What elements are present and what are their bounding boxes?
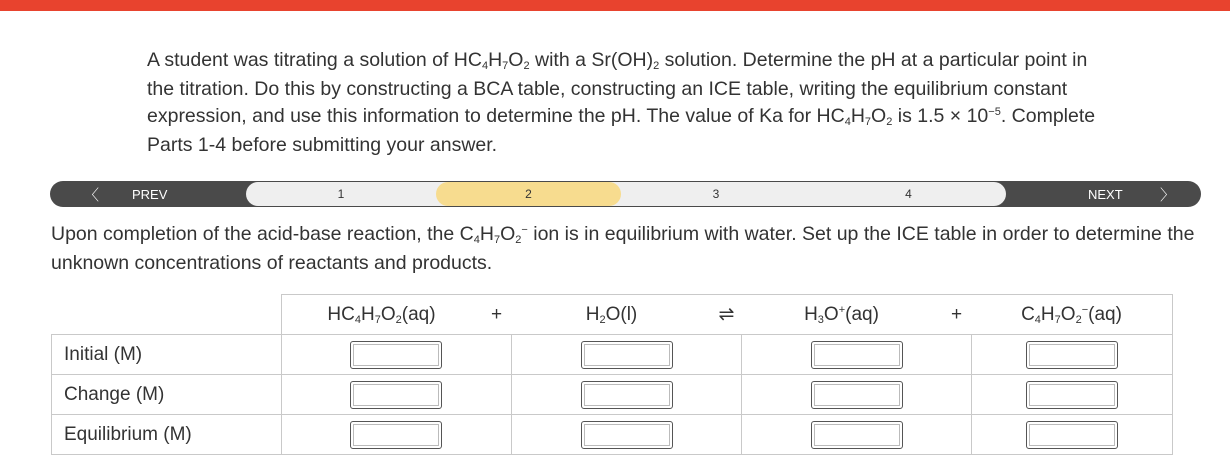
ice-header-row [52, 295, 1173, 335]
change-hc4h7o2-input[interactable] [350, 381, 442, 409]
initial-c4h7o2-input[interactable] [1026, 341, 1118, 369]
top-accent-bar [0, 0, 1230, 11]
plus-sign: + [942, 295, 972, 335]
equilibrium-h3o-input[interactable] [811, 421, 903, 449]
row-label-equilibrium: Equilibrium (M) [52, 415, 282, 455]
next-button[interactable] [1008, 181, 1201, 207]
equilibrium-arrow: ⇌ [712, 295, 742, 335]
species-h3o: $H_3O^+(aq)$ [742, 295, 942, 335]
step-2[interactable]: 2 [436, 182, 621, 206]
species-c4h7o2: $C_4H_7O_2^-(aq)$ [972, 295, 1173, 335]
next-label: NEXT [1088, 187, 1123, 202]
row-label-initial: Initial (M) [52, 335, 282, 375]
ice-row-equilibrium [52, 415, 1173, 455]
step-4[interactable]: 4 [905, 187, 912, 201]
row-label-change: Change (M) [52, 375, 282, 415]
change-h3o-input[interactable] [811, 381, 903, 409]
part-navigation [50, 181, 1201, 207]
species-hc4h7o2: $HC_4H_7O_2(aq)$ [281, 295, 482, 335]
equilibrium-hc4h7o2-input[interactable] [350, 421, 442, 449]
question-text: A student was titrating a solution of $HC_4H_7O_2$ with a $Sr(OH)_2$ solution. Determine the pH at a particular point in the titration. Do this by constructing a BCA table, constructing an ICE table, writing the equilibrium constant expression, and use this information to determine the pH. The value of Ka for $HC_4H_7O_2$ is $1.5 \times 10^{-5}$. Complete Parts 1-4 before submitting your answer. [147, 49, 1096, 156]
prev-button[interactable] [50, 181, 245, 207]
step-track [246, 182, 1006, 206]
initial-h2o-input[interactable] [581, 341, 673, 369]
initial-h3o-input[interactable] [811, 341, 903, 369]
step-3[interactable]: 3 [712, 187, 720, 201]
prev-label: PREV [132, 187, 168, 202]
instruction-text: Upon completion of the acid-base reaction, the $C_4H_7O_2^-$ ion is in equilibrium with water. Set up the ICE table in order to determine the unknown concentrations of reactants and products. [51, 223, 1195, 274]
ice-row-initial [52, 335, 1173, 375]
ice-table [51, 294, 1173, 455]
plus-sign: + [482, 295, 512, 335]
chevron-right-icon: 〉 [1160, 187, 1176, 204]
ice-row-change [52, 375, 1173, 415]
change-h2o-input[interactable] [581, 381, 673, 409]
chevron-left-icon: 〈 [84, 187, 100, 204]
step-1[interactable]: 1 [337, 187, 345, 201]
change-c4h7o2-input[interactable] [1026, 381, 1118, 409]
species-h2o: $H_2O(l)$ [512, 295, 712, 335]
initial-hc4h7o2-input[interactable] [350, 341, 442, 369]
equilibrium-h2o-input[interactable] [581, 421, 673, 449]
equilibrium-c4h7o2-input[interactable] [1026, 421, 1118, 449]
